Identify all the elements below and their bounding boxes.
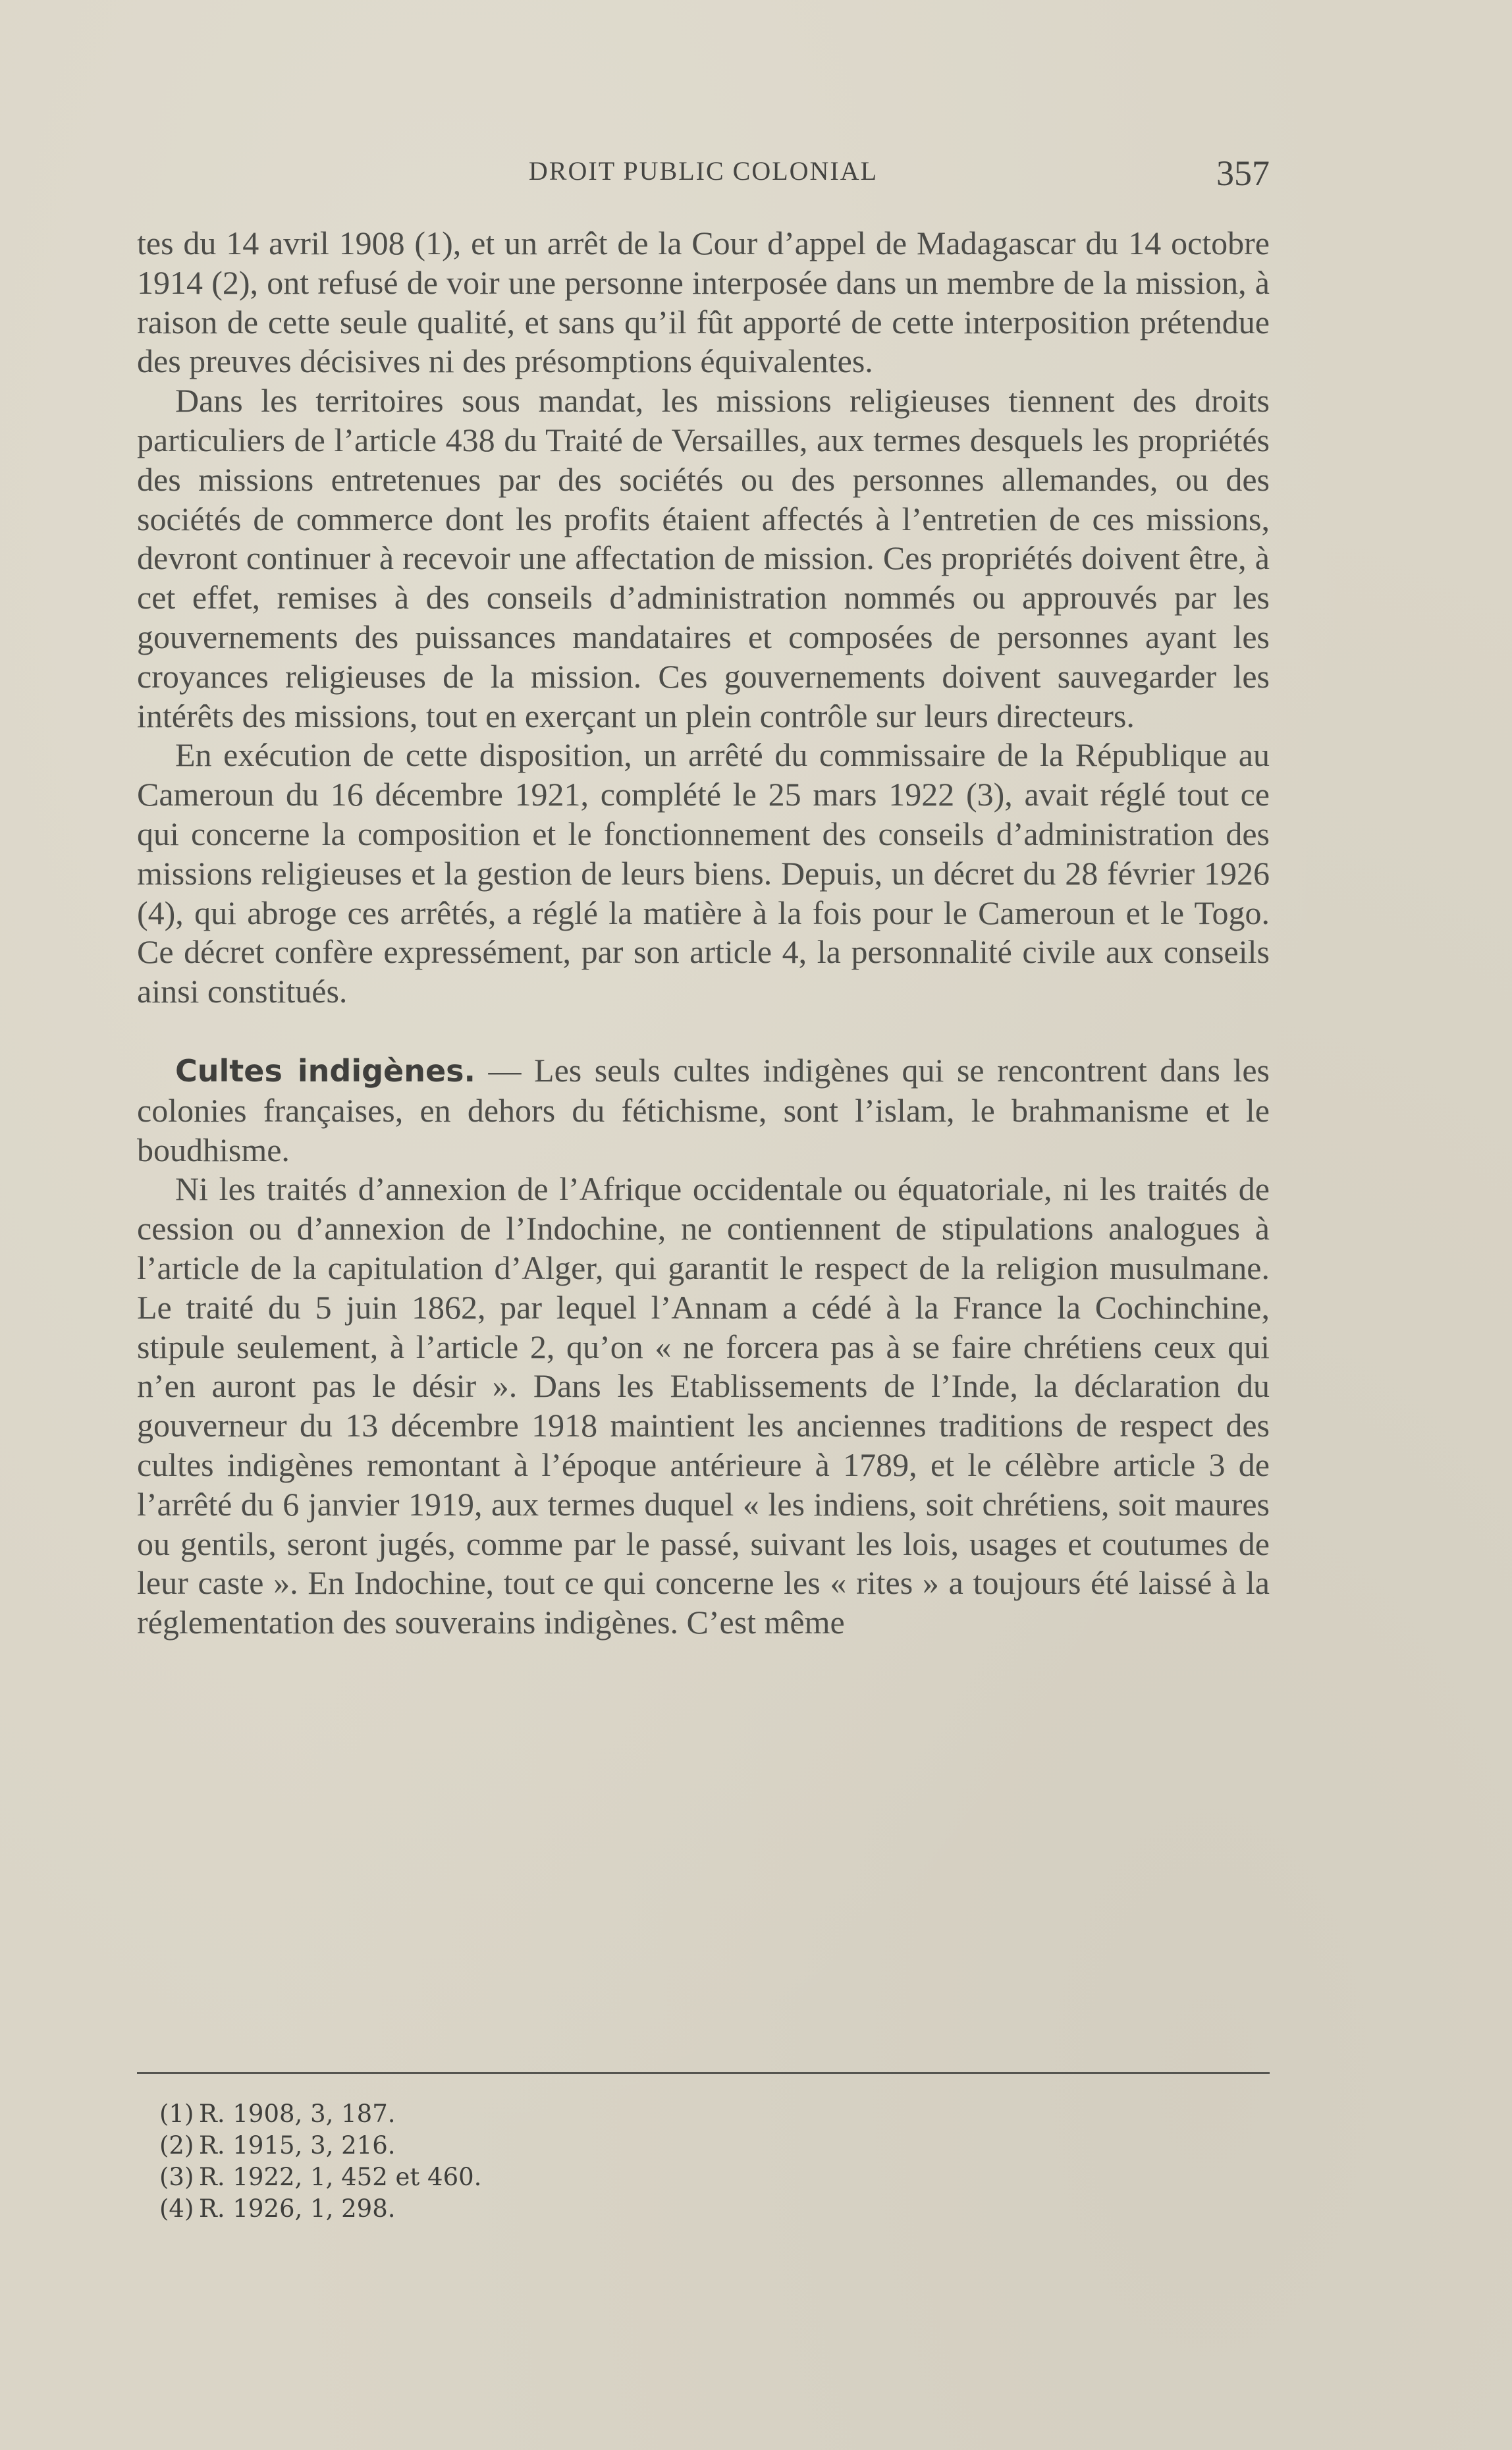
footnote-text: R. 1922, 1, 452 et 460. bbox=[199, 2163, 482, 2191]
section-heading: Cultes indigènes. bbox=[175, 1052, 476, 1089]
page-header bbox=[137, 153, 1270, 192]
footnote-number: (2) bbox=[159, 2131, 194, 2160]
running-title: DROIT PUBLIC COLONIAL bbox=[528, 156, 878, 186]
footnote-text: R. 1908, 3, 187. bbox=[199, 2100, 396, 2128]
footnotes bbox=[159, 2098, 1213, 2225]
body-text bbox=[137, 224, 1270, 1643]
footnote-number: (1) bbox=[159, 2100, 194, 2128]
paragraph-cultes-indigenes bbox=[137, 1051, 1270, 1170]
page-number: 357 bbox=[1216, 153, 1270, 193]
footnote-number: (4) bbox=[159, 2194, 194, 2223]
paragraph-continuation: tes du 14 avril 1908 (1), et un arrêt de la Cour d’appel de Madagascar du 14 octobre 1914 (2), ont refusé de voir une personne interposée dans un membre de la mission, à raison de cette seule qualité, et sans qu’il fût apporté de cette interposition prétendue des preuves décisives ni des présomptions équivalentes. bbox=[137, 225, 1270, 380]
footnote-number: (3) bbox=[159, 2163, 194, 2191]
footnote bbox=[159, 2098, 1213, 2130]
paragraph-treaties: Ni les traités d’annexion de l’Afrique occidentale ou équatoriale, ni les traités de cession ou d’annexion de l’Indochine, ne contiennent de stipulations analogues à l’article de la capitulation d’Alger, qui garantit le respect de la religion musulmane. Le traité du 5 juin 1862, par lequel l’Annam a cédé à la France la Cochinchine, stipule seulement, à l’article 2, qu’on « ne forcera pas à se faire chrétiens ceux qui n’en auront pas le désir ». Dans les Etablissements de l’Inde, la déclaration du gouverneur du 13 décembre 1918 maintient les anciennes traditions de respect des cultes indigènes remontant à l’époque antérieure à 1789, et le célèbre article 3 de l’arrêté du 6 janvier 1919, aux termes duquel « les indiens, soit chrétiens, soit maures ou gentils, seront jugés, comme par le passé, suivant les lois, usages et coutumes de leur caste ». En Indochine, tout ce qui concerne les « rites » a toujours été laissé à la réglementation des souverains indigènes. C’est même bbox=[137, 1170, 1270, 1641]
footnote-text: R. 1915, 3, 216. bbox=[199, 2131, 396, 2160]
footnote-divider bbox=[137, 2072, 1270, 2074]
section-intro-text: — Les seuls cultes indigènes qui se rencontrent dans les colonies françaises, en dehors du fétichisme, sont l’islam, le brahmanisme et le boudhisme. bbox=[137, 1051, 1270, 1168]
footnote bbox=[159, 2193, 1213, 2225]
paragraph-cameroun-decree: En exécution de cette disposition, un arrêté du commissaire de la République au Cameroun du 16 décembre 1921, complété le 25 mars 1922 (3), avait réglé tout ce qui concerne la composition et le fonctionnement des conseils d’administration des missions religieuses et la gestion de leurs biens. Depuis, un décret du 28 février 1926 (4), qui abroge ces arrêtés, a réglé la matière à la fois pour le Cameroun et le Togo. Ce décret confère expressément, par son article 4, la personnalité civile aux conseils ainsi constitués. bbox=[137, 736, 1270, 1010]
footnote-text: R. 1926, 1, 298. bbox=[199, 2194, 396, 2223]
paragraph-mandate-missions: Dans les territoires sous mandat, les missions religieuses tiennent des droits particuliers de l’article 438 du Traité de Versailles, aux termes desquels les propriétés des missions entretenues par des sociétés ou des personnes allemandes, ou des sociétés de commerce dont les profits étaient affectés à l’entretien de ces missions, devront continuer à recevoir une affectation de mission. Ces propriétés doivent être, à cet effet, remises à des conseils d’administration nommés ou approuvés par les gouvernements des puissances mandataires et composées de personnes ayant les croyances religieuses de la mission. Ces gouvernements doivent sauvegarder les intérêts des missions, tout en exerçant un plein contrôle sur leurs directeurs. bbox=[137, 382, 1270, 734]
footnote bbox=[159, 2162, 1213, 2193]
footnote bbox=[159, 2130, 1213, 2162]
